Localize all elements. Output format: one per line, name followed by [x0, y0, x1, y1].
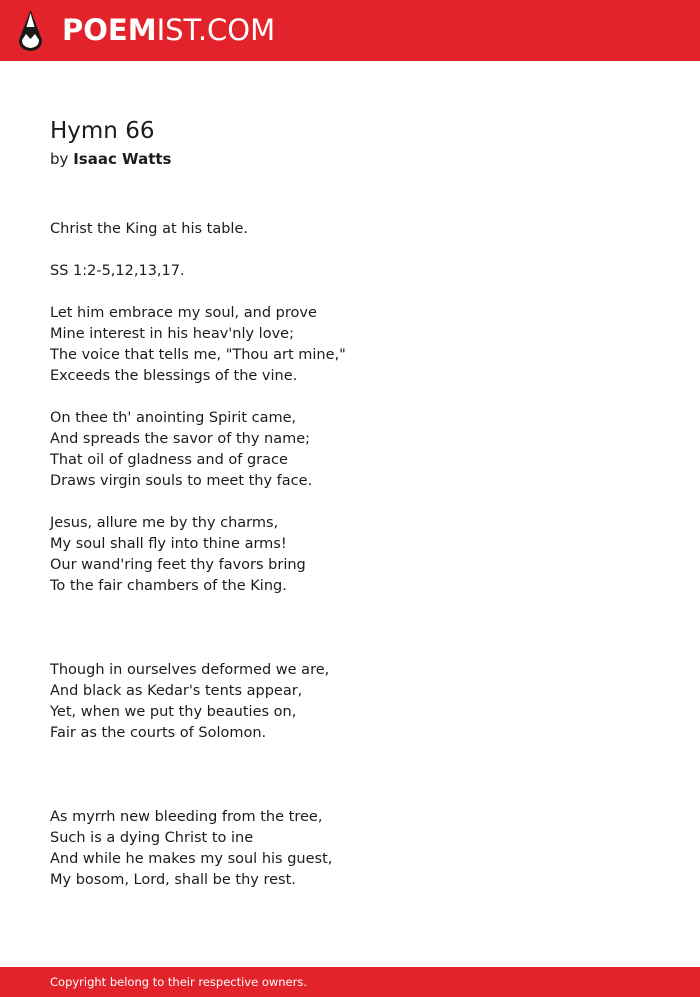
poem-line: The voice that tells me, "Thou art mine,": [50, 347, 346, 363]
poem-line: Let him embrace my soul, and prove: [50, 305, 317, 321]
poem-line: Such is a dying Christ to ine: [50, 830, 254, 846]
poem-line: Our wand'ring feet thy favors bring: [50, 557, 306, 573]
poem-line: Yet, when we put thy beauties on,: [50, 704, 297, 720]
poem-byline: [50, 149, 171, 169]
poem-line: Mine interest in his heav'nly love;: [50, 326, 294, 342]
poem-author[interactable]: Isaac Watts: [73, 150, 172, 168]
poem-blank-line: [50, 786, 346, 807]
poem-line: Exceeds the blessings of the vine.: [50, 368, 298, 384]
poem-line: My bosom, Lord, shall be thy rest.: [50, 872, 296, 888]
poem-blank-line: [50, 744, 346, 765]
poem-line: As myrrh new bleeding from the tree,: [50, 809, 323, 825]
poem-title: Hymn 66: [50, 118, 155, 144]
poem-blank-line: [50, 639, 346, 660]
poem-blank-line: [50, 492, 346, 513]
site-logo[interactable]: [62, 12, 275, 48]
site-header: [0, 0, 700, 61]
poem-blank-line: [50, 597, 346, 618]
poem-body: [50, 219, 346, 891]
poem-line: Fair as the courts of Solomon.: [50, 725, 267, 741]
logo-bold-text: POEM: [62, 13, 157, 47]
poem-blank-line: [50, 618, 346, 639]
by-label: by: [50, 150, 69, 168]
poem-line: And spreads the savor of thy name;: [50, 431, 311, 447]
logo-light-text: IST.COM: [156, 13, 276, 47]
site-footer: [0, 967, 700, 997]
poem-line: And black as Kedar's tents appear,: [50, 683, 303, 699]
poem-line: Though in ourselves deformed we are,: [50, 662, 330, 678]
poem-blank-line: [50, 387, 346, 408]
poem-line: My soul shall fly into thine arms!: [50, 536, 287, 552]
poem-line: To the fair chambers of the King.: [50, 578, 287, 594]
poem-blank-line: [50, 240, 346, 261]
poem-line: SS 1:2-5,12,13,17.: [50, 263, 185, 279]
poem-blank-line: [50, 282, 346, 303]
poem-blank-line: [50, 765, 346, 786]
poem-line: Draws virgin souls to meet thy face.: [50, 473, 313, 489]
poem-line: Jesus, allure me by thy charms,: [50, 515, 279, 531]
copyright-text: Copyright belong to their respective owners.: [50, 975, 308, 989]
poem-line: That oil of gladness and of grace: [50, 452, 288, 468]
pencil-tip-icon[interactable]: [18, 10, 43, 52]
poem-line: And while he makes my soul his guest,: [50, 851, 333, 867]
poem-line: On thee th' anointing Spirit came,: [50, 410, 297, 426]
poem-line: Christ the King at his table.: [50, 221, 248, 237]
